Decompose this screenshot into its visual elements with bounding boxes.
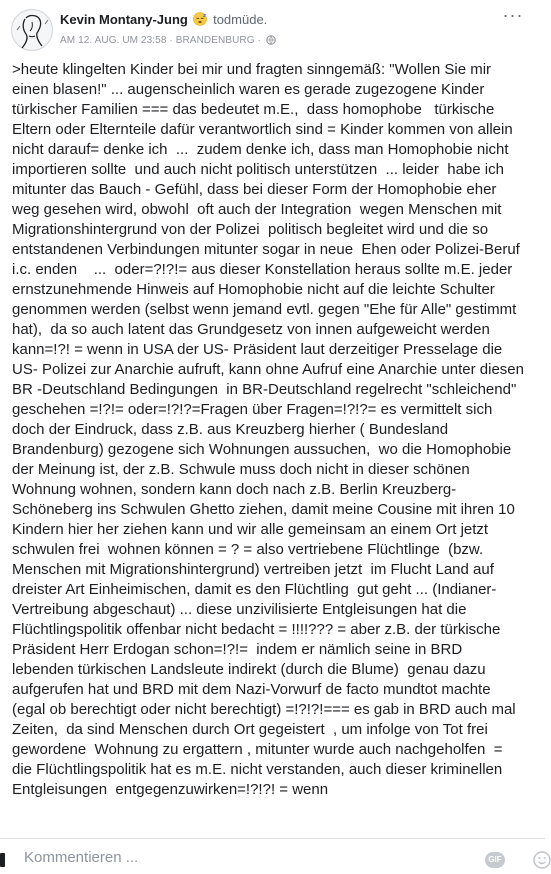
gif-button[interactable]: GIF bbox=[485, 852, 505, 868]
author-line bbox=[60, 11, 500, 30]
comment-input[interactable] bbox=[16, 846, 472, 868]
comment-bar bbox=[0, 838, 545, 874]
feeling-text: todmüde. bbox=[213, 12, 268, 27]
post-header-text bbox=[60, 11, 500, 50]
post-location[interactable]: BRANDENBURG bbox=[175, 35, 255, 46]
avatar-portrait-icon bbox=[12, 10, 52, 50]
author-name[interactable]: Kevin Montany-Jung bbox=[60, 12, 188, 27]
post-header bbox=[0, 0, 545, 58]
globe-icon bbox=[266, 35, 276, 50]
post-meta bbox=[60, 34, 500, 50]
meta-separator: · bbox=[257, 35, 261, 46]
post-body-text: >heute klingelten Kinder bei mir und fragten sinngemäß: "Wollen Sie mir einen blasen!" ... augenscheinlich waren es gerade zugezogene Kinder türkischer Familien === das bedeutet m.E., dass homophobe türkische Eltern oder Elternteile dafür verantwortlich sind = Kinder kommen von allein nicht darauf= denke ich ... zudem denke ich, dass man Homophobie nicht importieren sollte und auch nicht politisch unterstützen ... leider habe ich mitunter das Bauch - Gefühl, dass bei dieser Form der Homophobie eher weg gesehen wird, obwohl oft auch der Integration wegen Menschen mit Migrationshintergrund von der Polizei politisch begleitet wird und die so entstandenen Verbindungen mitunter sogar in neue Ehen oder Polizei-Beruf i.c. enden ... oder=?!?!= aus dieser Konstellation heraus sollte m.E. jeder ernstzunehmende Hinweis auf Homophobie nicht auf die leichte Schulter genommen werden (selbst wenn jemand evtl. gegen "Ehe für Alle" gestimmt hat), da so auch latent das Grundgesetz von innen aufgeweicht werden kann=!?! = wenn in USA der US- Präsident laut derzeitiger Presselage die US- Polizei zur Anarchie aufruft, kann ohne Aufruf eine Anarchie unter diesen BR -Deutschland Bedingungen in BR-Deutschland regelrecht "schleichend" geschehen =!?!= oder=!?!?=Fragen über Fragen=!?!?= es vermittelt sich doch der Eindruck, dass z.B. aus Kreuzberg hierher ( Bundesland Brandenburg) gezogene sich Wohnungen aussuchen, wo die Homophobie der Meinung ist, der z.B. Schwule muss doch nicht in dieser schönen Wohnung wohnen, sondern kann doch nach z.B. Berlin Kreuzberg- Schöneberg ins Schwulen Ghetto ziehen, damit meine Cousine mit ihren 10 Kindern hier her ziehen kann und wir alle gemeinsam an einem Ort jetzt schwulen frei wohnen können = ? = also vertriebene Flüchtlinge (bzw. Menschen mit Migrationshintergrund) vertreiben jetzt im Flucht Land auf dreister Art Einheimischen, damit es den Flüchtling gut geht ... (Indianer-Vertreibung abgeschaut) ... diese unzivilisierte Entgleisungen hat die Flüchtlingspolitik offenbar nicht bedacht = !!!!??? = aber z.B. der türkische Präsident Herr Erdogan schon=!?!= indem er nämlich seine in BRD lebenden türkischen Landsleute indirekt (durch die Blume) genau dazu aufgerufen hat und BRD mit dem Nazi-Vorwurf de facto mundtot machte (egal ob berechtigt oder nicht berechtigt) =!?!?!=== es gab in BRD auch mal Zeiten, da sind Menschen durch Ort gegeistert , um infolge von Tot frei gewordene Wohnung zu ergattern , mitunter wurde auch nachgeholfen = die Flüchtlingspolitik hat es m.E. nicht verstanden, auch dieser kriminellen Entgleisungen entgegenzuwirken=!?!?! = wenn bbox=[12, 61, 529, 798]
sleepy-face-icon bbox=[193, 12, 207, 30]
meta-separator: · bbox=[169, 35, 173, 46]
camera-icon[interactable] bbox=[0, 853, 5, 867]
more-options-button[interactable]: ··· bbox=[502, 5, 524, 25]
post-timestamp[interactable]: AM 12. AUG. UM 23:58 bbox=[60, 35, 167, 46]
smiley-icon[interactable] bbox=[533, 851, 551, 869]
author-avatar[interactable] bbox=[11, 9, 53, 51]
